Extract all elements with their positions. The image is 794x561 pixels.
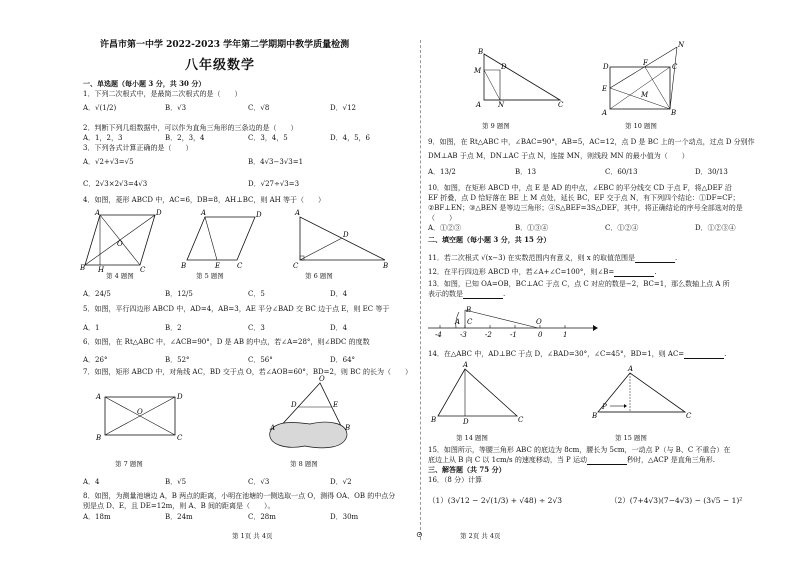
svg-text:E: E bbox=[333, 401, 339, 409]
svg-text:O: O bbox=[536, 318, 542, 326]
svg-text:A: A bbox=[96, 393, 102, 401]
figure-14-triangle bbox=[431, 361, 525, 426]
section-title: 二、填空题（每小题 3 分，共 15 分） bbox=[428, 235, 551, 244]
svg-text:D: D bbox=[291, 401, 297, 409]
svg-text:B: B bbox=[431, 416, 437, 424]
question-stem: 6．如图，在 Rt△ABC 中，∠ACB=90°，D 是 AB 的中点，若∠A=28°，则∠BDC 的度数 bbox=[83, 338, 370, 346]
svg-text:D: D bbox=[177, 393, 183, 401]
figure-4-rhombus bbox=[80, 209, 162, 274]
option-c: C．28m bbox=[248, 513, 276, 521]
svg-text:A: A bbox=[455, 318, 461, 326]
option-c: C．2√3×2√3=4√3 bbox=[83, 180, 148, 188]
svg-text:M: M bbox=[641, 91, 649, 99]
option-c: C．60/13 bbox=[605, 168, 638, 176]
figure-5-parallelogram bbox=[181, 209, 262, 270]
option-d: D．√2 bbox=[330, 478, 352, 486]
option-c: C．3 bbox=[248, 324, 265, 332]
option-b: B．√5 bbox=[165, 478, 187, 486]
answer-blank[interactable] bbox=[684, 351, 724, 359]
svg-text:N: N bbox=[678, 41, 685, 49]
option-a: A．13/2 bbox=[428, 168, 456, 176]
svg-text:P: P bbox=[602, 403, 607, 411]
option-d: D．4 bbox=[330, 290, 348, 298]
option-c: C．√3 bbox=[248, 478, 270, 486]
svg-text:A: A bbox=[270, 424, 276, 432]
svg-text:O: O bbox=[137, 408, 143, 416]
svg-text:M: M bbox=[474, 67, 482, 75]
option-b: B．①③④ bbox=[515, 224, 549, 232]
question-stem: 16．（8 分）计算 bbox=[428, 476, 483, 484]
question-stem: 2．判断下列几组数据中，可以作为直角三角形的三条边的是（ ） bbox=[83, 124, 298, 132]
page-footer: 第 2页 共 4页 bbox=[460, 532, 501, 540]
question-stem: ②BF⊥EN；③△BEN 是等边三角形；④S△BEF=3S△DEF，其中，将正确结论的序号全部选对的是 bbox=[428, 204, 743, 212]
option-b: B．2，3，4 bbox=[165, 134, 205, 142]
page-footer: 第 1页 共 4页 bbox=[232, 532, 273, 540]
svg-text:D: D bbox=[256, 211, 262, 219]
figure-caption: 第 6 题图 bbox=[305, 272, 333, 280]
svg-text:A: A bbox=[295, 209, 301, 217]
section-title: 三、解答题（共 75 分） bbox=[428, 465, 506, 474]
question-stem: 8．如图，为测量池塘边 A，B 两点的距离，小明在池塘的一侧选取一点 O，测得 OA、OB 的中点分 bbox=[83, 492, 396, 500]
option-d: D．√12 bbox=[330, 104, 356, 112]
figure-6-right-triangle bbox=[293, 209, 390, 270]
question-stem: 12．在平行四边形 ABCD 中，若∠A+∠C=100°，则∠B= . bbox=[428, 268, 657, 276]
svg-text:C: C bbox=[467, 318, 473, 326]
svg-text:1: 1 bbox=[563, 331, 568, 339]
option-c: C．5 bbox=[248, 290, 265, 298]
question-stem: 13．如图，已知 OA=OB，BC⊥AC 于点 C，点 C 对应的数是−2，BC=1，那么数轴上点 A 所 bbox=[428, 280, 730, 288]
option-b: B．2 bbox=[165, 324, 182, 332]
svg-text:-1: -1 bbox=[510, 331, 517, 339]
figure-10-rectangle-fold bbox=[602, 41, 685, 117]
figure-caption: 第 10 题图 bbox=[625, 122, 657, 130]
svg-text:A: A bbox=[463, 361, 469, 369]
question-stem: 别是点 D、E，且 DE=12m，则 A、B 间的距离是（ ）。 bbox=[83, 502, 275, 510]
svg-text:D: D bbox=[463, 418, 469, 426]
option-d: D．30/13 bbox=[695, 168, 728, 176]
figure-caption: 第 5 题图 bbox=[196, 272, 224, 280]
svg-text:B: B bbox=[466, 306, 472, 314]
option-d: D．64° bbox=[330, 356, 356, 364]
figure-caption: 第 7 题图 bbox=[115, 460, 143, 468]
question-stem: 15．如图所示，等腰三角形 ABC 的底边为 8cm，腰长为 5cm，一动点 P（与 B、C 不重合）在 bbox=[428, 446, 731, 454]
option-a: A．24/5 bbox=[83, 290, 111, 298]
svg-text:B: B bbox=[383, 262, 389, 270]
sub-question: （1）(3√12 − 2√(1/3) + √48) ÷ 2√3 bbox=[428, 496, 562, 505]
svg-text:D: D bbox=[343, 231, 349, 239]
option-d: D．①②③④ bbox=[695, 224, 736, 232]
question-stem: 4．如图，菱形 ABCD 中，AC=6，DB=8，AH⊥BC，则 AH 等于（ ） bbox=[83, 196, 325, 204]
svg-text:D: D bbox=[501, 63, 507, 71]
answer-blank[interactable] bbox=[463, 291, 503, 299]
svg-text:O: O bbox=[117, 240, 123, 248]
question-stem: 表示的数是 . bbox=[428, 290, 506, 298]
option-b: B．52° bbox=[165, 356, 190, 364]
svg-text:C: C bbox=[558, 101, 564, 109]
svg-text:C: C bbox=[237, 262, 243, 270]
question-stem: 10．如图，在矩形 ABCD 中，点 E 是 AD 的中点，∠EBC 的平分线交 CD 于点 F，将△DEF 沿 bbox=[428, 184, 732, 192]
svg-text:O: O bbox=[319, 375, 325, 383]
svg-text:N: N bbox=[498, 101, 505, 109]
option-d: D．4，5，6 bbox=[330, 134, 370, 142]
svg-text:B: B bbox=[96, 434, 102, 442]
question-stem: 11．若二次根式 √(x−3) 在实数范围内有意义，则 x 的取值范围是 . bbox=[428, 254, 678, 262]
svg-text:A: A bbox=[476, 101, 482, 109]
figure-caption: 第 4 题图 bbox=[106, 272, 134, 280]
svg-text:C: C bbox=[140, 266, 146, 274]
svg-text:-3: -3 bbox=[460, 331, 467, 339]
option-a: A．1 bbox=[83, 324, 100, 332]
question-stem: 1．下列二次根式中，是最简二次根式的是（ ） bbox=[83, 90, 242, 98]
question-stem: （ ） bbox=[428, 214, 456, 222]
svg-text:C: C bbox=[518, 416, 524, 424]
svg-text:D: D bbox=[156, 209, 162, 217]
option-c: C．√8 bbox=[248, 104, 270, 112]
figure-13-number-line bbox=[428, 300, 598, 340]
option-b: B．24m bbox=[165, 513, 193, 521]
svg-text:B: B bbox=[592, 412, 598, 420]
option-b: B．12/5 bbox=[165, 290, 193, 298]
question-stem: 7．如图，矩形 ABCD 中，对角线 AC，BD 交于点 O，若∠AOB=60°，BD=2，则 BC 的长为（ ） bbox=[83, 368, 413, 376]
answer-blank[interactable] bbox=[635, 255, 675, 263]
svg-text:E: E bbox=[215, 262, 221, 270]
svg-text:H: H bbox=[98, 266, 105, 274]
svg-text:C: C bbox=[686, 412, 692, 420]
svg-text:C: C bbox=[293, 262, 299, 270]
svg-text:E: E bbox=[602, 85, 608, 93]
option-a: A．√(1/2) bbox=[83, 104, 117, 112]
figure-caption: 第 9 题图 bbox=[482, 122, 510, 130]
svg-text:A: A bbox=[628, 365, 634, 373]
figure-caption: 第 15 题图 bbox=[615, 434, 647, 442]
option-a: A．4 bbox=[83, 478, 100, 486]
option-a: A．①②③ bbox=[428, 224, 462, 232]
section-title: 一、单选题（每小题 3 分，共 30 分） bbox=[83, 79, 206, 88]
question-stem: 底边上从 B 向 C 以 1cm/s 的速度移动，当 P 运动 秒时，△ACP 是直角三角形. bbox=[428, 456, 715, 464]
option-b: B．√3 bbox=[165, 104, 187, 112]
option-c: C．①②④ bbox=[605, 224, 639, 232]
answer-blank[interactable] bbox=[587, 457, 627, 465]
question-stem: DM⊥AB 于点 M，DN⊥AC 于点 N，连接 MN，则线段 MN 的最小值为（ ） bbox=[428, 152, 689, 160]
question-stem: 5．如图，平行四边形 ABCD 中，AD=4，AB=3，AE 平分∠BAD 交 BC 边于点 E，则 EC 等于 bbox=[83, 305, 390, 313]
sub-question: （2）(7+4√3)(7−4√3) − (3√5 − 1)² bbox=[610, 496, 743, 505]
question-stem: 3．下列各式计算正确的是（ ） bbox=[83, 144, 193, 152]
svg-text:-2: -2 bbox=[485, 331, 492, 339]
svg-text:A: A bbox=[201, 209, 207, 217]
svg-text:C: C bbox=[672, 63, 678, 71]
option-a: A．√2+√3=√5 bbox=[83, 158, 134, 166]
svg-text:A: A bbox=[95, 209, 101, 217]
svg-text:F: F bbox=[643, 59, 648, 67]
question-stem: 9．如图，在 Rt△ABC 中，∠BAC=90°，AB=5，AC=12，点 D 是 BC 上的一个动点，过点 D 分别作 bbox=[428, 138, 755, 146]
svg-text:-4: -4 bbox=[435, 331, 442, 339]
answer-blank[interactable] bbox=[614, 269, 654, 277]
exam-subject: 八年级数学 bbox=[185, 58, 256, 73]
option-d: D．4 bbox=[330, 324, 348, 332]
figure-9-right-triangle bbox=[474, 48, 565, 109]
option-d: D．30m bbox=[330, 513, 359, 521]
svg-text:C: C bbox=[177, 434, 183, 442]
figure-7-rectangle bbox=[96, 392, 183, 442]
question-stem: 14．在△ABC 中，AD⊥BC 于点 D，∠BAD=30°，∠C=45°，BD=1，则 AC= . bbox=[428, 350, 727, 358]
svg-text:B: B bbox=[80, 264, 86, 272]
figure-15-isosceles-triangle bbox=[592, 365, 710, 420]
option-c: C．56° bbox=[248, 356, 273, 364]
svg-text:B: B bbox=[478, 48, 484, 56]
binding-hole-icon: ⊙ bbox=[416, 530, 423, 539]
figure-8-pond bbox=[265, 375, 355, 455]
question-stem: EF 折叠，点 D 恰好落在 BE 上 M 点处，延长 BC，EF 交于点 N，有下列四个结论：①DF=CF； bbox=[428, 194, 740, 202]
figure-caption: 第 14 题图 bbox=[456, 434, 488, 442]
option-a: A．1，2，3 bbox=[83, 134, 123, 142]
svg-text:B: B bbox=[671, 109, 677, 117]
svg-text:B: B bbox=[181, 262, 187, 270]
option-d: D．√27÷√3=3 bbox=[248, 180, 300, 188]
option-a: A．18m bbox=[83, 513, 111, 521]
svg-text:B: B bbox=[345, 424, 351, 432]
option-b: B．4√3−3√3=1 bbox=[248, 158, 304, 166]
svg-text:A: A bbox=[602, 109, 608, 117]
right-page bbox=[420, 0, 794, 561]
option-a: A．26° bbox=[83, 356, 108, 364]
option-c: C．3，4，5 bbox=[248, 134, 288, 142]
figure-caption: 第 8 题图 bbox=[290, 460, 318, 468]
option-b: B．13 bbox=[515, 168, 537, 176]
svg-text:D: D bbox=[603, 63, 609, 71]
svg-text:0: 0 bbox=[538, 331, 543, 339]
exam-title: 许昌市第一中学 2022-2023 学年第二学期期中教学质量检测 bbox=[100, 40, 350, 50]
